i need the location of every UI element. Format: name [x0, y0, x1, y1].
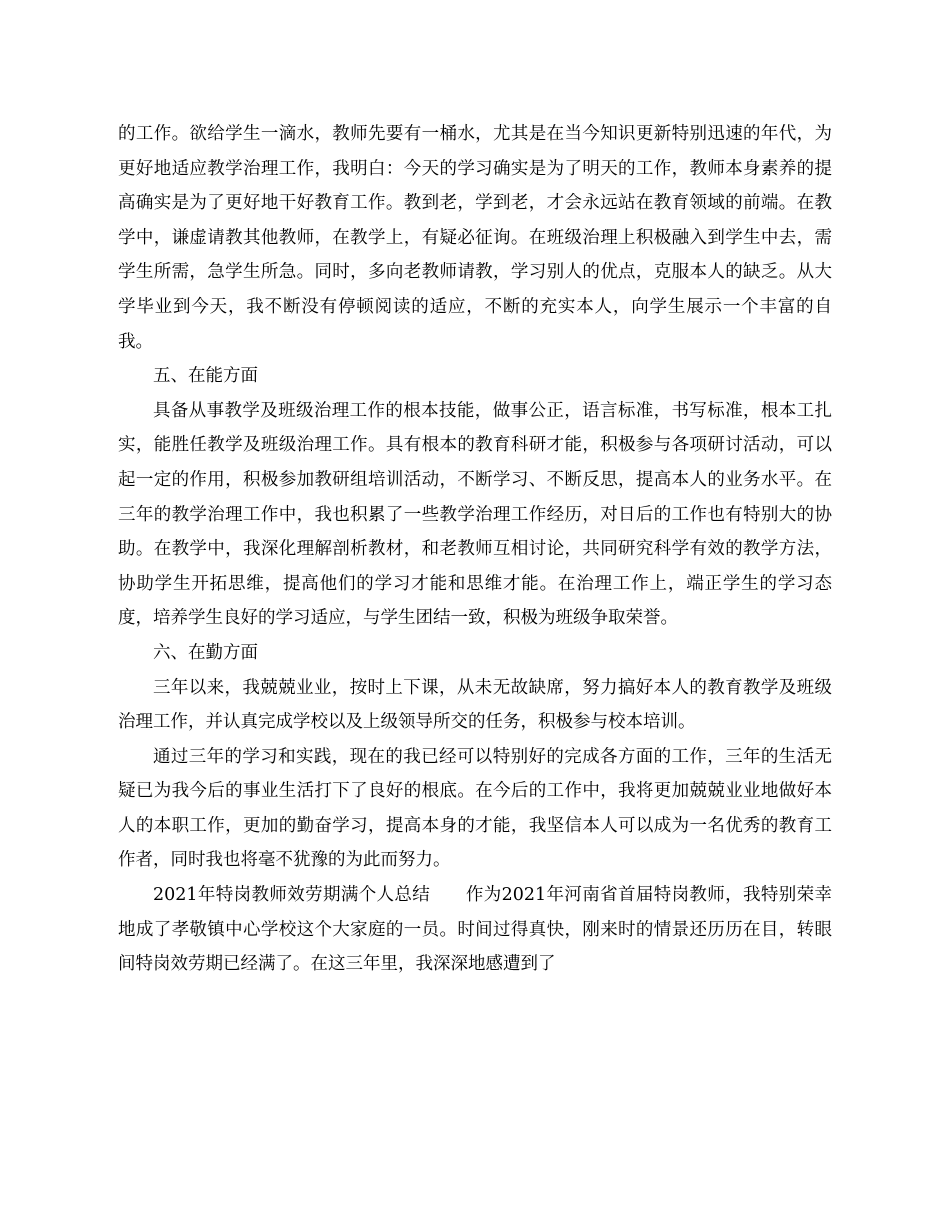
paragraph-continuation: 的工作。欲给学生一滴水，教师先要有一桶水，尤其是在当今知识更新特别迅速的年代，为更好地适应教学治理工作，我明白：今天的学习确实是为了明天的工作，教师本身素养的提高确实是为了更好地干好教育工作。教到老，学到老，才会永远站在教育领域的前端。在教学中，谦虚请教其他教师，在教学上，有疑必征询。在班级治理上积极融入到学生中去，需学生所需，急学生所急。同时，多向老教师请教，学习别人的优点，克服本人的缺乏。从大学毕业到今天，我不断没有停顿阅读的适应，不断的充实本人，向学生展示一个丰富的自我。: [118, 124, 832, 352]
section-heading-diligence: 六、在勤方面: [153, 642, 258, 663]
paragraph-conclusion: 通过三年的学习和实践，现在的我已经可以特别好的完成各方面的工作，三年的生活无疑已为我今后的事业生活打下了良好的根底。在今后的工作中，我将更加兢兢业业地做好本人的本职工作，更加的勤奋学习，提高本身的才能，我坚信本人可以成为一名优秀的教育工作者，同时我也将毫不犹豫的为此而努力。: [118, 746, 832, 871]
section-heading-ability: 五、在能方面: [153, 366, 258, 387]
paragraph-summary-start: 2021年特岗教师效劳期满个人总结 作为2021年河南省首届特岗教师，我特别荣幸地成了孝敬镇中心学校这个大家庭的一员。时间过得真快，刚来时的情景还历历在目，转眼间特岗效劳期已经满了。在这三年里，我深深地感遭到了: [118, 885, 832, 975]
paragraph-diligence: 三年以来，我兢兢业业，按时上下课，从未无故缺席，努力搞好本人的教育教学及班级治理工作，并认真完成学校以及上级领导所交的任务，积极参与校本培训。: [118, 677, 832, 733]
paragraph-ability: 具备从事教学及班级治理工作的根本技能，做事公正，语言标准，书写标准，根本工扎实，能胜任教学及班级治理工作。具有根本的教育科研才能，积极参与各项研讨活动，可以起一定的作用，积极参加教研组培训活动，不断学习、不断反思，提高本人的业务水平。在三年的教学治理工作中，我也积累了一些教学治理工作经历，对日后的工作也有特别大的协助。在教学中，我深化理解剖析教材，和老教师互相讨论，共同研究科学有效的教学方法，协助学生开拓思维，提高他们的学习才能和思维才能。在治理工作上，端正学生的学习态度，培养学生良好的学习适应，与学生团结一致，积极为班级争取荣誉。: [118, 400, 832, 629]
